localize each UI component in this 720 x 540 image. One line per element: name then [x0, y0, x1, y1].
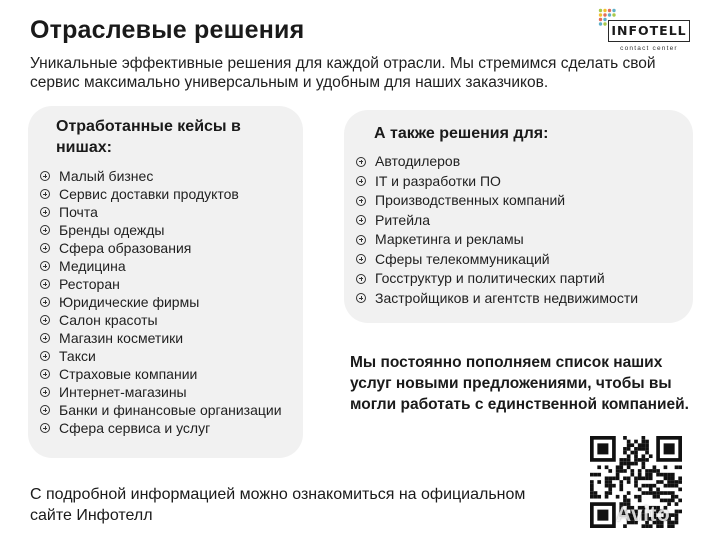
promo-text: Мы постоянно пополняем список наших услуг новыми предложениями, чтобы вы могли работать с единственной компанией. — [350, 354, 689, 413]
plus-circle-icon — [356, 157, 366, 167]
list-item-label: Такси — [59, 348, 96, 364]
list-item-label: Страховые компании — [59, 366, 198, 382]
cases-title: Отработанные кейсы в нишах: — [56, 118, 241, 156]
plus-circle-icon — [356, 176, 366, 186]
list-item — [40, 347, 282, 365]
list-item-label: Сфера сервиса и услуг — [59, 420, 211, 436]
list-item — [40, 293, 282, 311]
solutions-title: А также решения для: — [374, 125, 549, 142]
list-item-label: Юридические фирмы — [59, 294, 200, 310]
list-item — [356, 211, 638, 231]
list-item-label: Производственных компаний — [375, 192, 566, 208]
footer-text: С подробной информацией можно ознакомиться на официальном сайте Инфотелл — [30, 486, 526, 524]
list-item — [40, 419, 282, 437]
plus-circle-icon — [40, 333, 50, 343]
list-item — [40, 221, 282, 239]
list-item — [40, 239, 282, 257]
page-title: Отраслевые решения — [30, 16, 305, 44]
list-item-label: Магазин косметики — [59, 330, 184, 346]
plus-circle-icon — [40, 315, 50, 325]
list-item-label: Банки и финансовые организации — [59, 402, 282, 418]
list-item — [40, 383, 282, 401]
infotell-logo — [598, 8, 694, 56]
list-item — [356, 191, 638, 211]
plus-circle-icon — [40, 207, 50, 217]
list-item — [356, 172, 638, 192]
plus-circle-icon — [40, 387, 50, 397]
plus-circle-icon — [40, 369, 50, 379]
list-item-label: Застройщиков и агентств недвижимости — [375, 289, 639, 306]
list-item-label: Медицина — [59, 258, 126, 274]
list-item-label: Сервис доставки продуктов — [59, 186, 239, 202]
list-item-label: Сфера образования — [59, 240, 192, 256]
list-item-label: Малый бизнес — [59, 168, 154, 184]
cases-card — [28, 106, 303, 458]
list-item-label: Ритейла — [375, 211, 430, 228]
plus-circle-icon — [40, 279, 50, 289]
list-item-label: Почта — [59, 204, 98, 220]
plus-circle-icon — [356, 196, 366, 206]
list-item-label: Бренды одежды — [59, 222, 165, 238]
list-item — [40, 275, 282, 293]
plus-circle-icon — [356, 293, 366, 303]
plus-circle-icon — [40, 261, 50, 271]
plus-circle-icon — [40, 243, 50, 253]
page-subtitle: Уникальные эффективные решения для каждой отрасли. Мы стремимся сделать свой сервис максимально универсальным и удобным для наших заказчиков. — [30, 55, 656, 91]
list-item — [40, 401, 282, 419]
list-item-label: Маркетинга и рекламы — [375, 231, 524, 247]
list-item-label: Автодилеров — [375, 153, 461, 169]
logo-wordmark: INFOTELL — [608, 20, 690, 42]
logo-tagline: contact center — [620, 45, 678, 52]
list-item-label: Госструктур и политических партий — [375, 270, 605, 286]
cases-list — [40, 167, 282, 437]
list-item — [40, 257, 282, 275]
watermark-text: Avito — [616, 503, 671, 526]
list-item-label: Ресторан — [59, 276, 120, 292]
plus-circle-icon — [356, 215, 366, 225]
list-item — [40, 311, 282, 329]
list-item — [40, 329, 282, 347]
list-item — [356, 230, 638, 250]
list-item — [356, 289, 638, 309]
list-item — [356, 152, 638, 172]
plus-circle-icon — [40, 189, 50, 199]
list-item — [40, 365, 282, 383]
plus-circle-icon — [40, 297, 50, 307]
list-item — [40, 185, 282, 203]
plus-circle-icon — [40, 225, 50, 235]
solutions-card — [344, 110, 693, 323]
plus-circle-icon — [40, 351, 50, 361]
plus-circle-icon — [40, 171, 50, 181]
plus-circle-icon — [356, 254, 366, 264]
plus-circle-icon — [40, 423, 50, 433]
list-item-label: Интернет-магазины — [59, 384, 187, 400]
plus-circle-icon — [356, 274, 366, 284]
list-item-label: Сферы телекоммуникаций — [375, 250, 550, 267]
list-item — [40, 203, 282, 221]
list-item — [40, 167, 282, 185]
plus-circle-icon — [356, 235, 366, 245]
plus-circle-icon — [40, 405, 50, 415]
solutions-list — [356, 152, 638, 308]
list-item-label: Салон красоты — [59, 312, 158, 328]
list-item — [356, 250, 638, 270]
list-item-label: IT и разработки ПО — [375, 172, 501, 189]
list-item — [356, 269, 638, 289]
